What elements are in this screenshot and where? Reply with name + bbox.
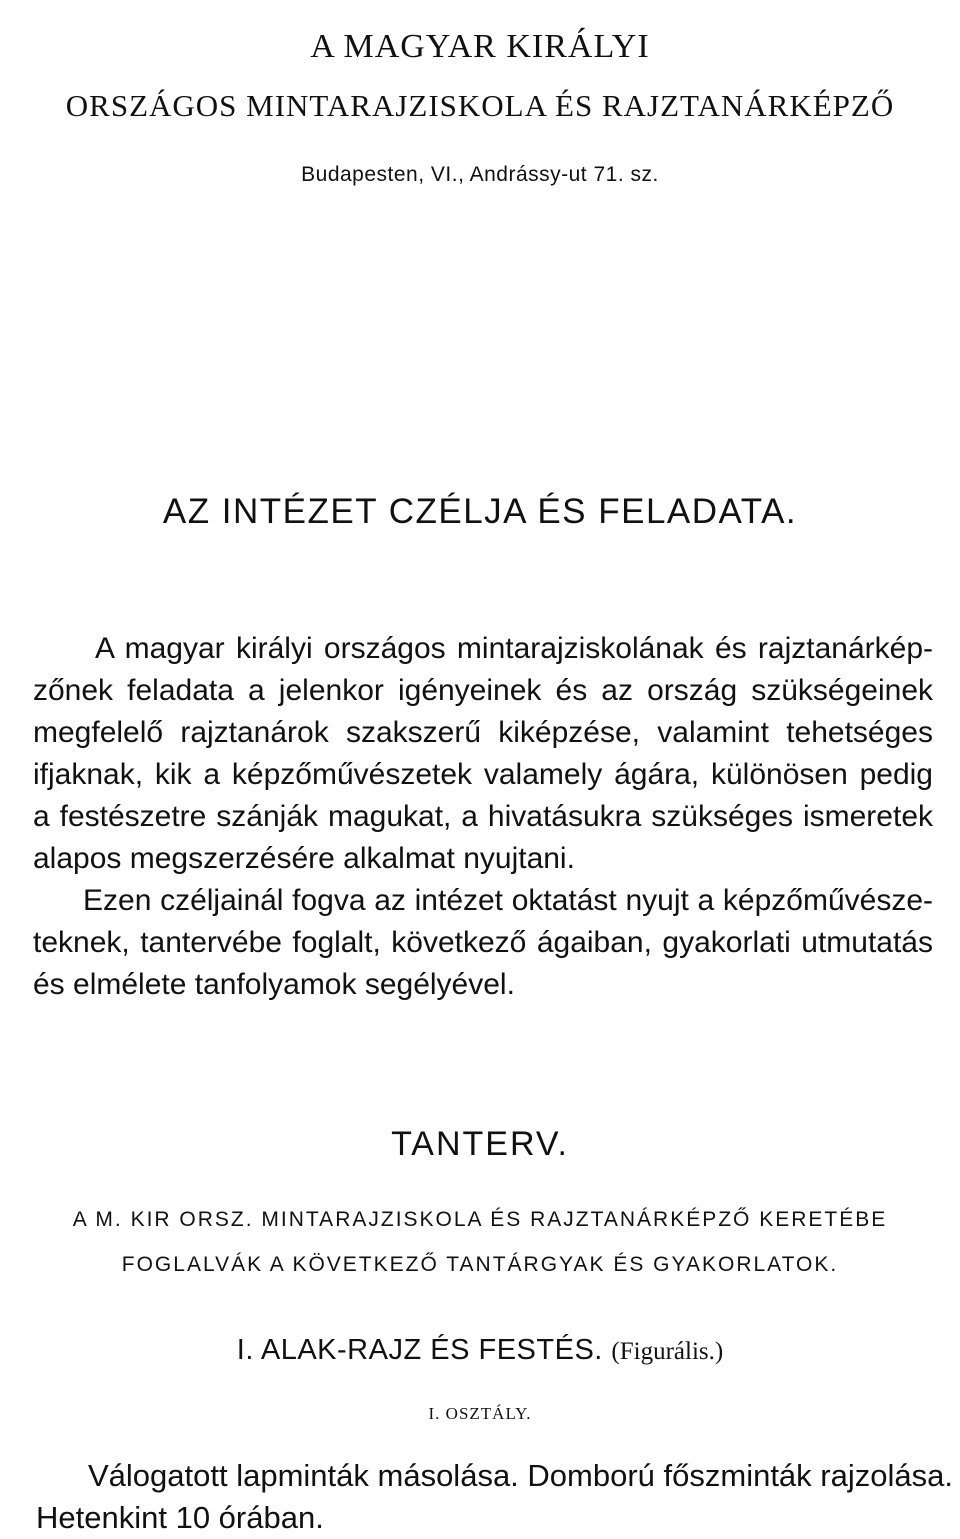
text-line: zőnek feladata a jelenkor igényeinek és az ország szükségeinek	[33, 674, 933, 707]
text-line: a festészetre szánják magukat, a hivatásukra szükséges ismeretek	[33, 800, 933, 833]
section-title: I. ALAK-RAJZ ÉS FESTÉS.	[236, 1334, 603, 1366]
text-line: Ezen czéljainál fogva az intézet oktatást nyujt a képzőművésze-	[83, 884, 933, 917]
tanterv-subtitle-line1: A M. KIR ORSZ. MINTARAJZISKOLA ÉS RAJZTANÁRKÉPZŐ KERETÉBE	[72, 1208, 888, 1231]
institution-title-line2: ORSZÁGOS MINTARAJZISKOLA ÉS RAJZTANÁRKÉPZŐ	[65, 88, 895, 123]
intro-heading: AZ INTÉZET CZÉLJA ÉS FELADATA.	[162, 492, 798, 531]
text-line: teknek, tantervébe foglalt, következő ágaiban, gyakorlati utmutatás	[33, 926, 933, 959]
section-heading	[0, 1334, 960, 1367]
address: Budapesten, VI., Andrássy-ut 71. sz.	[301, 163, 659, 186]
text-line: Hetenkint 10 órában.	[36, 1500, 324, 1535]
institution-title-line1: A MAGYAR KIRÁLYI	[310, 28, 650, 65]
text-line: A magyar királyi országos mintarajziskolának és rajztanárkép-	[95, 632, 933, 665]
section-note: (Figurális.)	[611, 1338, 724, 1365]
text-line: ifjaknak, kik a képzőművészetek valamely ágára, különösen pedig	[33, 758, 933, 791]
tanterv-heading: TANTERV.	[391, 1125, 569, 1163]
text-line: megfelelő rajztanárok szakszerű kiképzése, valamint tehetséges	[33, 716, 933, 749]
text-line: alapos megszerzésére alkalmat nyujtani.	[33, 842, 575, 875]
text-line: Válogatott lapminták másolása. Domború főszminták rajzolása.	[88, 1458, 953, 1493]
text-line: és elmélete tanfolyamok segélyével.	[33, 968, 515, 1001]
class-heading: I. OSZTÁLY.	[428, 1404, 532, 1423]
tanterv-subtitle-line2: FOGLALVÁK A KÖVETKEZŐ TANTÁRGYAK ÉS GYAKORLATOK.	[121, 1253, 839, 1276]
